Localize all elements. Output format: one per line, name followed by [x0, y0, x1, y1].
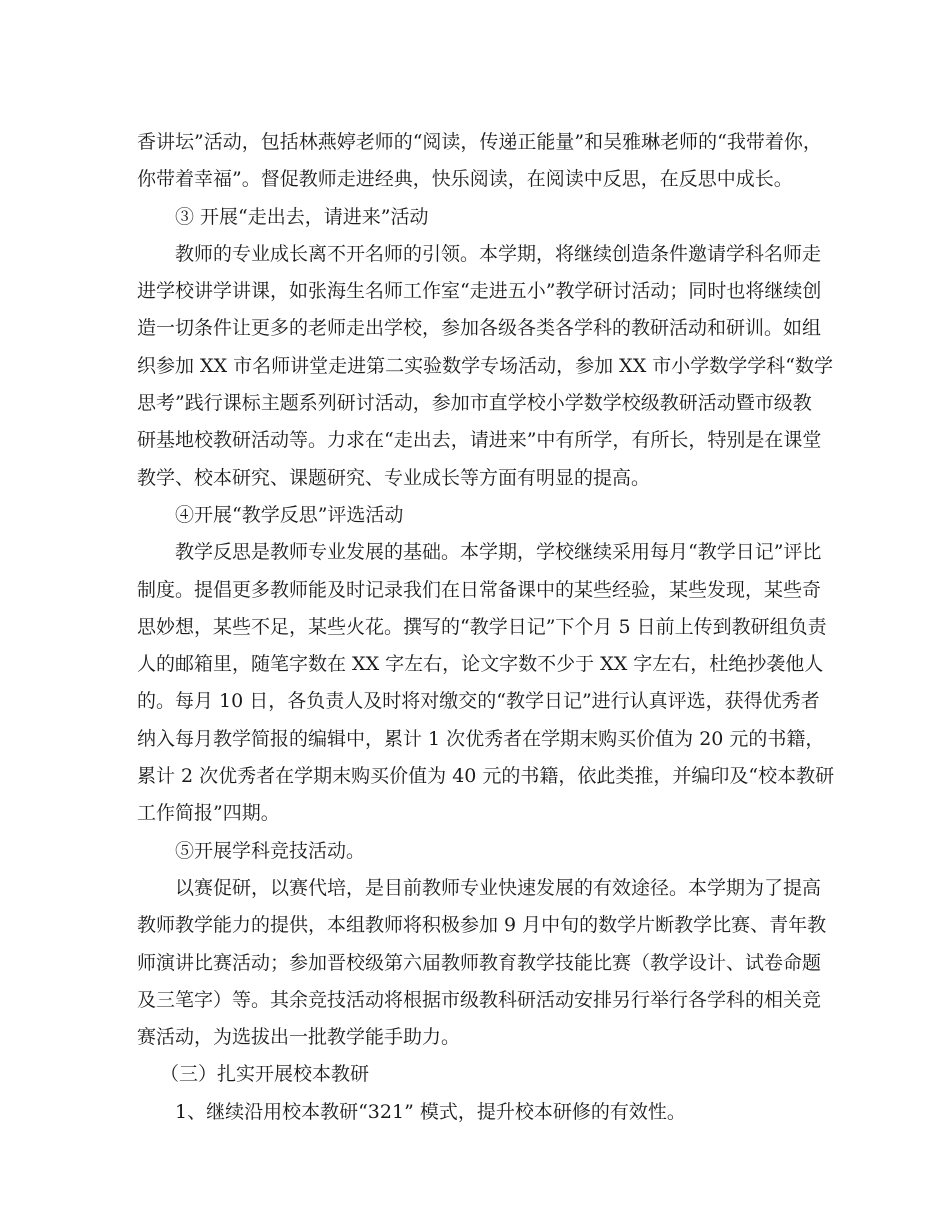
- paragraph-line: 以赛促研，以赛代培，是目前教师专业快速发展的有效途径。本学期为了提高: [175, 877, 822, 899]
- paragraph-line: 思妙想，某些不足，某些火花。撰写的“教学日记”下个月 5 日前上传到教研组负责: [137, 616, 827, 638]
- paragraph-line: 进学校讲学讲课，如张海生名师工作室“走进五小”教学研讨活动；同时也将继续创: [137, 280, 822, 302]
- paragraph-line: 累计 2 次优秀者在学期末购买价值为 40 元的书籍，依此类推，并编印及“校本教研: [137, 765, 835, 787]
- subheading-activity-5: ⑤开展学科竞技活动。: [175, 840, 366, 862]
- paragraph-line: 织参加 XX 市名师讲堂走进第二实验数学专场活动，参加 XX 市小学数学学科“数学: [137, 355, 833, 377]
- paragraph-line: 人的邮箱里，随笔字数在 XX 字左右，论文字数不少于 XX 字左右，杜绝抄袭他人: [137, 653, 824, 675]
- paragraph-line: 香讲坛”活动，包括林燕婷老师的“阅读，传递正能量”和吴雅琳老师的“我带着你，: [137, 131, 822, 153]
- paragraph-line: 教学反思是教师专业发展的基础。本学期，学校继续采用每月“教学日记”评比: [175, 541, 822, 563]
- section-heading-3: （三）扎实开展校本教研: [160, 1063, 370, 1085]
- paragraph-line: 工作简报”四期。: [137, 802, 280, 824]
- paragraph-line: 研基地校教研活动等。力求在“走出去，请进来”中有所学，有所长，特别是在课堂: [137, 429, 822, 451]
- paragraph-line: 教师的专业成长离不开名师的引领。本学期，将继续创造条件邀请学科名师走: [175, 243, 822, 265]
- paragraph-line: 教学、校本研究、课题研究、专业成长等方面有明显的提高。: [137, 467, 651, 489]
- numbered-item-1: 1、继续沿用校本教研“321” 模式，提升校本研修的有效性。: [175, 1101, 686, 1123]
- paragraph-line: 思考”践行课标主题系列研讨活动，参加市直学校小学数学校级教研活动暨市级教: [137, 392, 812, 414]
- paragraph-line: 教师教学能力的提供，本组教师将积极参加 9 月中旬的数学片断教学比赛、青年教: [137, 914, 827, 936]
- paragraph-line: 你带着幸福”。督促教师走进经典，快乐阅读，在阅读中反思，在反思中成长。: [137, 168, 793, 190]
- paragraph-line: 纳入每月教学简报的编辑中，累计 1 次优秀者在学期末购买价值为 20 元的书籍，: [137, 728, 825, 750]
- subheading-activity-3: ③ 开展“走出去，请进来”活动: [175, 206, 429, 228]
- paragraph-line: 师演讲比赛活动；参加晋校级第六届教师教育教学技能比赛（教学设计、试卷命题: [137, 952, 822, 974]
- paragraph-line: 赛活动，为选拔出一批教学能手助力。: [137, 1026, 461, 1048]
- paragraph-line: 造一切条件让更多的老师走出学校，参加各级各类各学科的教研活动和研训。如组: [137, 317, 822, 339]
- paragraph-line: 及三笔字）等。其余竞技活动将根据市级教科研活动安排另行举行各学科的相关竞: [137, 989, 822, 1011]
- subheading-activity-4: ④开展“教学反思”评选活动: [175, 504, 404, 526]
- paragraph-line: 的。每月 10 日，各负责人及时将对缴交的“教学日记”进行认真评选，获得优秀者: [137, 690, 820, 712]
- paragraph-line: 制度。提倡更多教师能及时记录我们在日常备课中的某些经验，某些发现，某些奇: [137, 579, 822, 601]
